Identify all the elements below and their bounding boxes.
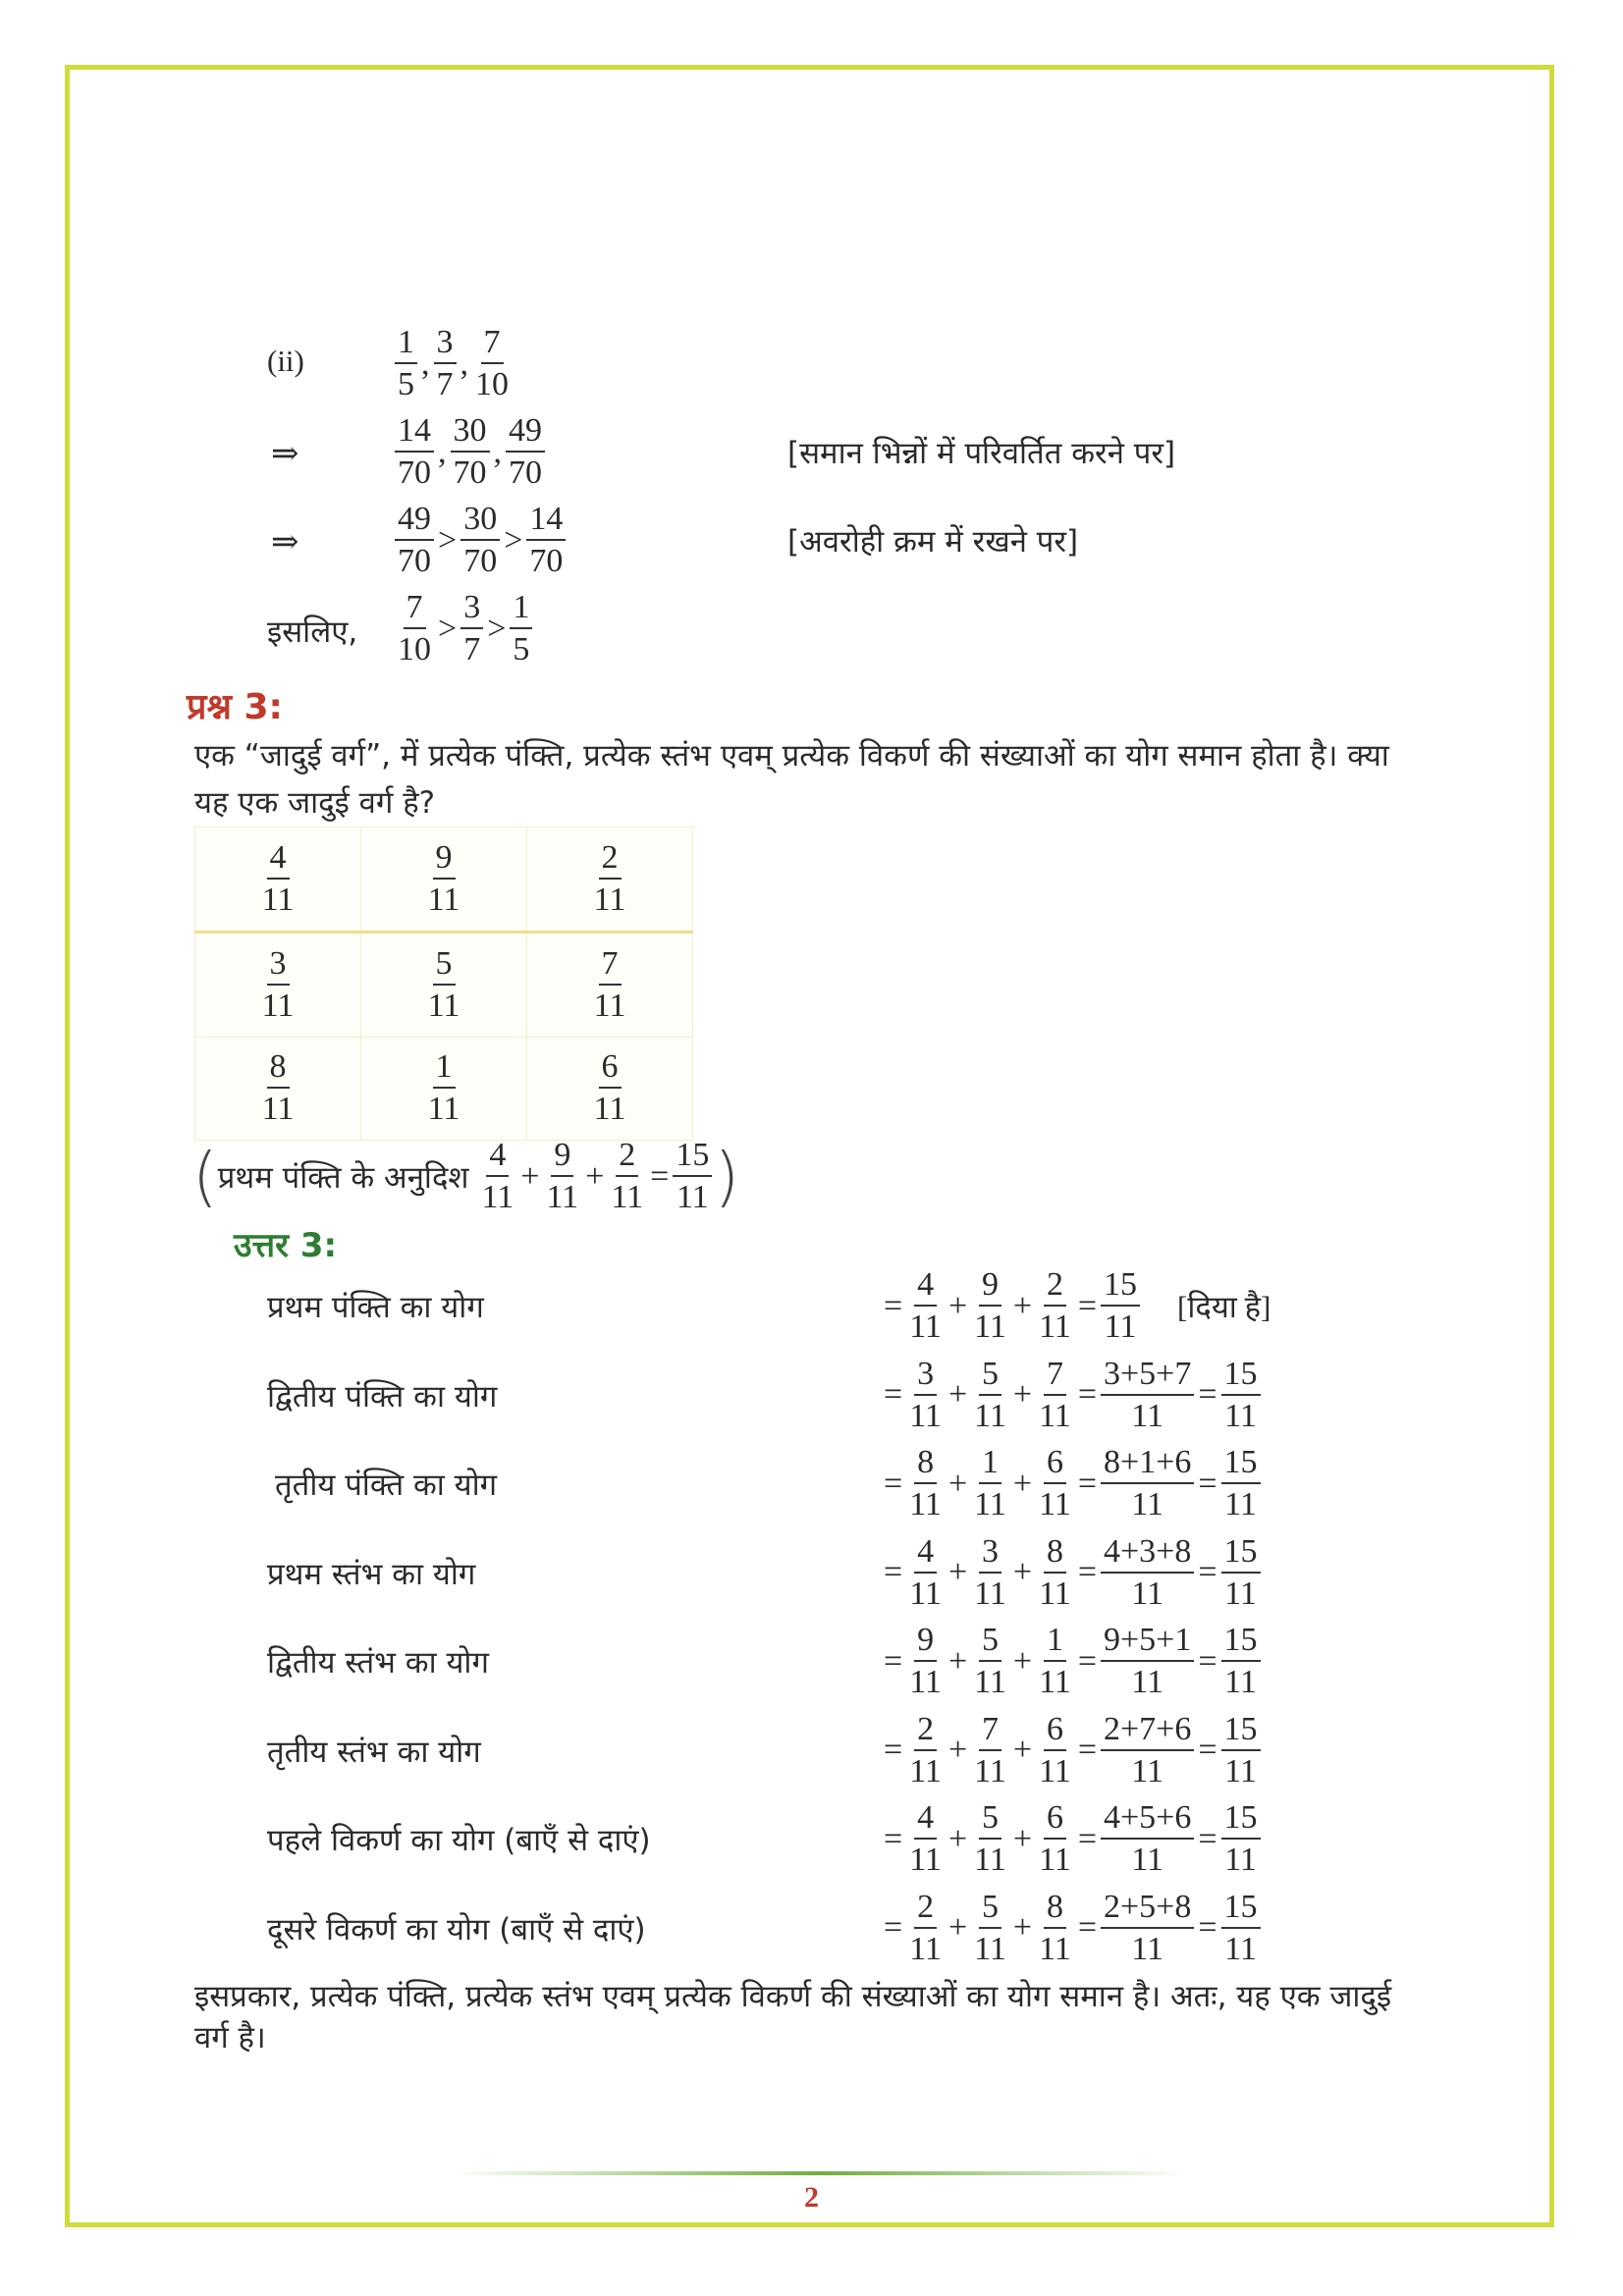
numerator: 8 — [1044, 1535, 1066, 1574]
fraction — [1221, 1624, 1261, 1699]
numerator: 8 — [267, 1050, 290, 1089]
fraction — [906, 1532, 945, 1612]
fraction — [971, 1355, 1009, 1434]
numerator: 49 — [395, 503, 434, 541]
denominator: 5 — [513, 631, 530, 667]
numerator: 5 — [979, 1624, 1001, 1662]
numerator: 6 — [1044, 1446, 1066, 1484]
numerator: 2 — [616, 1139, 638, 1177]
fraction — [906, 1355, 945, 1434]
fraction — [1036, 1446, 1074, 1522]
denominator: 11 — [593, 881, 626, 918]
operator: + — [585, 1157, 605, 1195]
operator: + — [1012, 1287, 1033, 1324]
denominator: 11 — [1039, 1308, 1071, 1345]
denominator: 11 — [1039, 1575, 1071, 1612]
fraction — [395, 414, 434, 490]
fraction — [434, 326, 457, 401]
operator: + — [1012, 1554, 1033, 1590]
numerator: 3 — [979, 1535, 1001, 1574]
fraction — [906, 1446, 945, 1522]
numerator: 15 — [1221, 1801, 1261, 1840]
fraction — [906, 1268, 945, 1344]
denominator: 70 — [529, 543, 564, 579]
numerator: 8 — [1044, 1891, 1066, 1929]
fraction — [971, 1801, 1009, 1877]
numerator: 1 — [433, 1050, 456, 1089]
grid-cell — [527, 1037, 693, 1140]
denominator: 11 — [1039, 1752, 1071, 1789]
note-equivalent: [समान भिन्नों में परिवर्तित करने पर] — [787, 436, 1176, 471]
denominator: 11 — [909, 1397, 942, 1434]
numerator: 4 — [486, 1139, 509, 1177]
fraction — [259, 1050, 298, 1126]
numerator: 6 — [1044, 1801, 1066, 1840]
fraction — [395, 326, 417, 401]
operator: + — [947, 1287, 968, 1324]
denominator: 11 — [974, 1664, 1006, 1700]
denominator: 11 — [974, 1842, 1006, 1878]
numerator: 2 — [1044, 1268, 1066, 1307]
grid-row — [195, 932, 693, 1037]
fraction — [425, 1050, 463, 1126]
numerator: 15 — [673, 1139, 712, 1177]
operator: = — [650, 1157, 670, 1195]
denominator: 70 — [463, 543, 498, 579]
numerator: 7 — [481, 326, 504, 364]
operator: = — [1077, 1287, 1097, 1324]
fraction — [1221, 1801, 1261, 1877]
magic-square-grid — [194, 827, 693, 1141]
numerator: 5 — [979, 1891, 1001, 1929]
numerator: 5 — [433, 947, 456, 986]
numerator: 1 — [1044, 1624, 1066, 1662]
operator: = — [884, 1642, 903, 1680]
denominator: 11 — [909, 1842, 942, 1878]
denominator: 11 — [593, 1091, 626, 1128]
numerator: 4 — [267, 841, 290, 880]
numerator: 9 — [979, 1268, 1001, 1307]
operator: , — [460, 345, 468, 382]
conclusion-line1: इसप्रकार, प्रत्येक पंक्ति, प्रत्येक स्तंभ एवम् प्रत्येक विकर्ण की संख्याओं का योग समान है। अतः, यह एक जादुई — [194, 1979, 1392, 2014]
question-heading: प्रश्न 3: — [187, 687, 283, 727]
numerator: 6 — [1044, 1713, 1066, 1751]
answer-row-expression — [882, 1624, 1263, 1699]
denominator: 11 — [1224, 1575, 1257, 1612]
numerator: 49 — [506, 414, 545, 453]
denominator: 11 — [1224, 1664, 1257, 1700]
numerator: 1 — [510, 591, 532, 629]
denominator: 10 — [475, 366, 509, 402]
fraction — [1221, 1355, 1261, 1434]
denominator: 11 — [1224, 1842, 1257, 1878]
operator: = — [1198, 1909, 1217, 1946]
grid-cell — [195, 932, 361, 1037]
fraction — [1101, 1801, 1194, 1877]
numerator: 14 — [395, 414, 434, 453]
denominator: 11 — [1039, 1664, 1071, 1700]
answer-row-expression — [882, 1446, 1263, 1522]
fraction — [1101, 1624, 1194, 1699]
numerator: 4 — [914, 1801, 937, 1840]
denominator: 11 — [261, 987, 295, 1024]
operator: , — [438, 433, 447, 470]
denominator: 70 — [453, 454, 487, 491]
denominator: 11 — [261, 881, 295, 918]
denominator: 11 — [974, 1575, 1006, 1612]
fraction — [608, 1139, 646, 1214]
numerator: 1 — [979, 1446, 1001, 1484]
numerator: 2 — [914, 1891, 937, 1929]
page-number: 2 — [804, 2181, 819, 2214]
fraction-order-desc — [393, 503, 568, 578]
numerator: 3 — [434, 326, 457, 364]
numerator: 4+5+6 — [1101, 1801, 1194, 1840]
answer-row-expression — [882, 1268, 1271, 1344]
fraction — [1221, 1532, 1261, 1612]
answer-row-label: द्वितीय स्तंभ का योग — [267, 1645, 489, 1681]
grid-cell — [195, 1037, 361, 1140]
numerator: 3 — [914, 1358, 937, 1396]
question-text-line1: एक “जादुई वर्ग”, में प्रत्येक पंक्ति, प्रत्येक स्तंभ एवम् प्रत्येक विकर्ण की संख्याओं का योग समान होता है। क्या — [194, 738, 1389, 774]
operator: = — [1077, 1820, 1097, 1857]
footer-divider — [452, 2171, 1188, 2175]
answer-row-expression — [882, 1355, 1263, 1434]
fraction — [1036, 1888, 1074, 1967]
numerator: 7 — [1044, 1358, 1066, 1396]
fraction — [971, 1446, 1009, 1522]
fraction — [1101, 1268, 1140, 1344]
denominator: 11 — [676, 1179, 709, 1215]
numerator: 15 — [1221, 1358, 1261, 1396]
answer-row-label: पहले विकर्ण का योग (बाएँ से दाएं) — [267, 1823, 651, 1858]
fraction-list-2 — [393, 414, 547, 490]
numerator: 30 — [460, 503, 500, 541]
fraction — [591, 838, 629, 918]
answer-row-label: द्वितीय पंक्ति का योग — [267, 1378, 498, 1415]
operator: + — [947, 1554, 968, 1590]
operator: > — [438, 610, 458, 647]
fraction — [425, 944, 463, 1024]
denominator: 70 — [398, 454, 431, 491]
fraction — [395, 591, 434, 667]
fraction — [1221, 1888, 1261, 1967]
implies-arrow: ⇒ — [271, 436, 299, 472]
denominator: 11 — [1039, 1930, 1071, 1967]
fraction — [971, 1624, 1009, 1699]
therefore-label: इसलिए, — [267, 614, 358, 650]
operator: = — [1198, 1642, 1217, 1680]
numerator: 5 — [979, 1801, 1001, 1840]
operator: = — [1077, 1554, 1097, 1590]
operator: = — [1077, 1642, 1097, 1680]
numerator: 1 — [395, 326, 417, 364]
fraction — [506, 414, 545, 490]
numerator: 15 — [1221, 1713, 1261, 1751]
denominator: 11 — [1131, 1664, 1164, 1700]
denominator: 11 — [1224, 1930, 1257, 1967]
numerator: 15 — [1221, 1891, 1261, 1929]
numerator: 15 — [1221, 1535, 1261, 1574]
fraction — [259, 838, 298, 918]
denominator: 11 — [909, 1308, 942, 1345]
answer-heading: उत्तर 3: — [234, 1226, 338, 1265]
numerator: 15 — [1101, 1268, 1140, 1307]
fraction — [1101, 1532, 1194, 1612]
denominator: 11 — [974, 1397, 1006, 1434]
denominator: 11 — [974, 1308, 1006, 1345]
operator: , — [493, 433, 502, 470]
denominator: 11 — [427, 987, 460, 1024]
numerator: 30 — [451, 414, 490, 453]
answer-row-label: तृतीय स्तंभ का योग — [267, 1734, 481, 1770]
denominator: 11 — [909, 1664, 942, 1700]
fraction — [1036, 1710, 1074, 1789]
operator: = — [1077, 1465, 1097, 1502]
operator: = — [884, 1465, 903, 1502]
denominator: 11 — [909, 1752, 942, 1789]
denominator: 11 — [1131, 1575, 1164, 1612]
operator: + — [947, 1642, 968, 1680]
operator: + — [947, 1820, 968, 1857]
grid-cell — [361, 932, 527, 1037]
fraction — [1101, 1355, 1194, 1434]
implies-arrow: ⇒ — [271, 524, 299, 561]
fraction-list-1 — [393, 326, 514, 401]
fraction — [971, 1710, 1009, 1789]
operator: = — [1077, 1732, 1097, 1768]
denominator: 7 — [463, 631, 481, 667]
fraction — [472, 326, 512, 401]
numerator: 5 — [979, 1358, 1001, 1396]
denominator: 11 — [481, 1179, 514, 1215]
note-descending: [अवरोही क्रम में रखने पर] — [787, 524, 1079, 560]
denominator: 11 — [974, 1752, 1006, 1789]
operator: = — [884, 1287, 903, 1324]
operator: = — [884, 1554, 903, 1590]
numerator: 15 — [1221, 1624, 1261, 1662]
numerator: 7 — [404, 591, 426, 629]
fraction — [673, 1139, 712, 1214]
operator: > — [487, 610, 507, 647]
hint-expression — [192, 1139, 739, 1214]
grid-row — [195, 828, 693, 933]
fraction — [259, 944, 298, 1024]
answer-row-label: प्रथम स्तंभ का योग — [267, 1556, 476, 1592]
answer-row-note: [दिया है] — [1177, 1289, 1271, 1324]
grid-cell — [195, 828, 361, 933]
numerator: 2+7+6 — [1101, 1713, 1194, 1751]
denominator: 11 — [1131, 1752, 1164, 1789]
denominator: 11 — [261, 1091, 295, 1128]
fraction — [1101, 1710, 1194, 1789]
numerator: 4 — [914, 1535, 937, 1574]
fraction — [591, 1050, 629, 1126]
numerator: 2+5+8 — [1101, 1891, 1194, 1929]
grid-cell — [527, 828, 693, 933]
operator: + — [1012, 1376, 1033, 1413]
answer-row-expression — [882, 1801, 1263, 1877]
fraction — [1036, 1268, 1074, 1344]
operator: + — [947, 1909, 968, 1946]
operator: > — [504, 521, 523, 559]
numerator: 4 — [914, 1268, 937, 1307]
denominator: 11 — [1039, 1397, 1071, 1434]
fraction — [479, 1139, 517, 1214]
conclusion-line2: वर्ग है। — [194, 2020, 266, 2056]
numerator: 9 — [551, 1139, 573, 1177]
fraction — [460, 591, 483, 667]
fraction-order-final — [393, 591, 534, 667]
paren-left: ( — [192, 1138, 218, 1214]
numerator: 8 — [914, 1446, 937, 1484]
fraction — [526, 503, 566, 578]
denominator: 5 — [398, 366, 414, 402]
denominator: 11 — [1104, 1308, 1137, 1345]
grid-row — [195, 1037, 693, 1140]
fraction — [906, 1801, 945, 1877]
fraction — [971, 1268, 1009, 1344]
denominator: 11 — [1224, 1397, 1257, 1434]
numerator: 15 — [1221, 1446, 1261, 1484]
answer-row-label: प्रथम पंक्ति का योग — [267, 1290, 484, 1325]
hint-text: प्रथम पंक्ति के अनुदिश — [217, 1159, 469, 1196]
fraction — [906, 1710, 945, 1789]
operator: = — [884, 1376, 903, 1413]
operator: + — [1012, 1642, 1033, 1680]
denominator: 11 — [1224, 1486, 1257, 1522]
denominator: 11 — [427, 881, 460, 918]
operator: = — [884, 1820, 903, 1857]
numerator: 14 — [526, 503, 566, 541]
answer-row-expression — [882, 1710, 1263, 1789]
fraction — [460, 503, 500, 578]
question-text-line2: यह एक जादुई वर्ग है? — [194, 785, 436, 821]
operator: + — [520, 1157, 540, 1195]
operator: = — [1198, 1465, 1217, 1502]
operator: = — [884, 1732, 903, 1768]
paren-right: ) — [714, 1138, 740, 1214]
hint-math — [477, 1139, 715, 1214]
fraction — [1036, 1801, 1074, 1877]
denominator: 11 — [909, 1575, 942, 1612]
numerator: 3+5+7 — [1101, 1358, 1194, 1396]
answer-row-expression — [882, 1888, 1263, 1967]
denominator: 11 — [1131, 1486, 1164, 1522]
fraction — [543, 1139, 581, 1214]
operator: + — [947, 1732, 968, 1768]
fraction — [906, 1624, 945, 1699]
numerator: 2 — [599, 841, 622, 880]
denominator: 11 — [974, 1930, 1006, 1967]
denominator: 11 — [909, 1486, 942, 1522]
fraction — [971, 1532, 1009, 1612]
fraction — [510, 591, 532, 667]
denominator: 11 — [1131, 1397, 1164, 1434]
numerator: 3 — [267, 947, 290, 986]
operator: = — [1077, 1909, 1097, 1946]
operator: + — [947, 1465, 968, 1502]
operator: = — [1198, 1554, 1217, 1590]
numerator: 8+1+6 — [1101, 1446, 1194, 1484]
denominator: 10 — [398, 631, 431, 667]
denominator: 11 — [1131, 1842, 1164, 1878]
fraction — [1101, 1446, 1194, 1522]
numerator: 3 — [460, 591, 483, 629]
operator: + — [1012, 1820, 1033, 1857]
denominator: 11 — [1039, 1842, 1071, 1878]
fraction — [451, 414, 490, 490]
operator: = — [1077, 1376, 1097, 1413]
denominator: 11 — [1224, 1752, 1257, 1789]
denominator: 7 — [436, 366, 454, 402]
fraction — [425, 838, 463, 918]
fraction — [971, 1888, 1009, 1967]
operator: = — [1198, 1376, 1217, 1413]
fraction — [906, 1888, 945, 1967]
operator: = — [1198, 1732, 1217, 1768]
fraction — [1036, 1355, 1074, 1434]
denominator: 11 — [1131, 1930, 1164, 1967]
operator: = — [884, 1909, 903, 1946]
grid-cell — [361, 1037, 527, 1140]
numerator: 9+5+1 — [1101, 1624, 1194, 1662]
denominator: 11 — [546, 1179, 579, 1215]
denominator: 70 — [509, 454, 542, 491]
fraction — [1221, 1710, 1261, 1789]
answer-row-expression — [882, 1532, 1263, 1612]
operator: > — [438, 521, 458, 559]
numerator: 2 — [914, 1713, 937, 1751]
denominator: 11 — [593, 987, 626, 1024]
operator: + — [947, 1376, 968, 1413]
fraction — [1221, 1446, 1261, 1522]
denominator: 11 — [611, 1179, 644, 1215]
operator: + — [1012, 1465, 1033, 1502]
numerator: 9 — [914, 1624, 937, 1662]
fraction — [591, 944, 629, 1024]
numerator: 6 — [599, 1050, 622, 1089]
denominator: 11 — [1039, 1486, 1071, 1522]
grid-cell — [361, 828, 527, 933]
answer-row-label: तृतीय पंक्ति का योग — [275, 1468, 498, 1503]
numerator: 7 — [599, 947, 622, 986]
grid-cell — [527, 932, 693, 1037]
denominator: 11 — [974, 1486, 1006, 1522]
numerator: 4+3+8 — [1101, 1535, 1194, 1574]
part-label: (ii) — [267, 344, 304, 378]
operator: , — [421, 345, 430, 382]
answer-row-label: दूसरे विकर्ण का योग (बाएँ से दाएं) — [267, 1911, 646, 1948]
operator: = — [1198, 1820, 1217, 1857]
operator: + — [1012, 1732, 1033, 1768]
numerator: 7 — [979, 1713, 1001, 1751]
fraction — [1101, 1888, 1194, 1967]
fraction — [395, 503, 434, 578]
denominator: 70 — [398, 543, 431, 579]
fraction — [1036, 1624, 1074, 1699]
numerator: 9 — [433, 841, 456, 880]
operator: + — [1012, 1909, 1033, 1946]
denominator: 11 — [909, 1930, 942, 1967]
denominator: 11 — [427, 1091, 460, 1128]
fraction — [1036, 1532, 1074, 1612]
